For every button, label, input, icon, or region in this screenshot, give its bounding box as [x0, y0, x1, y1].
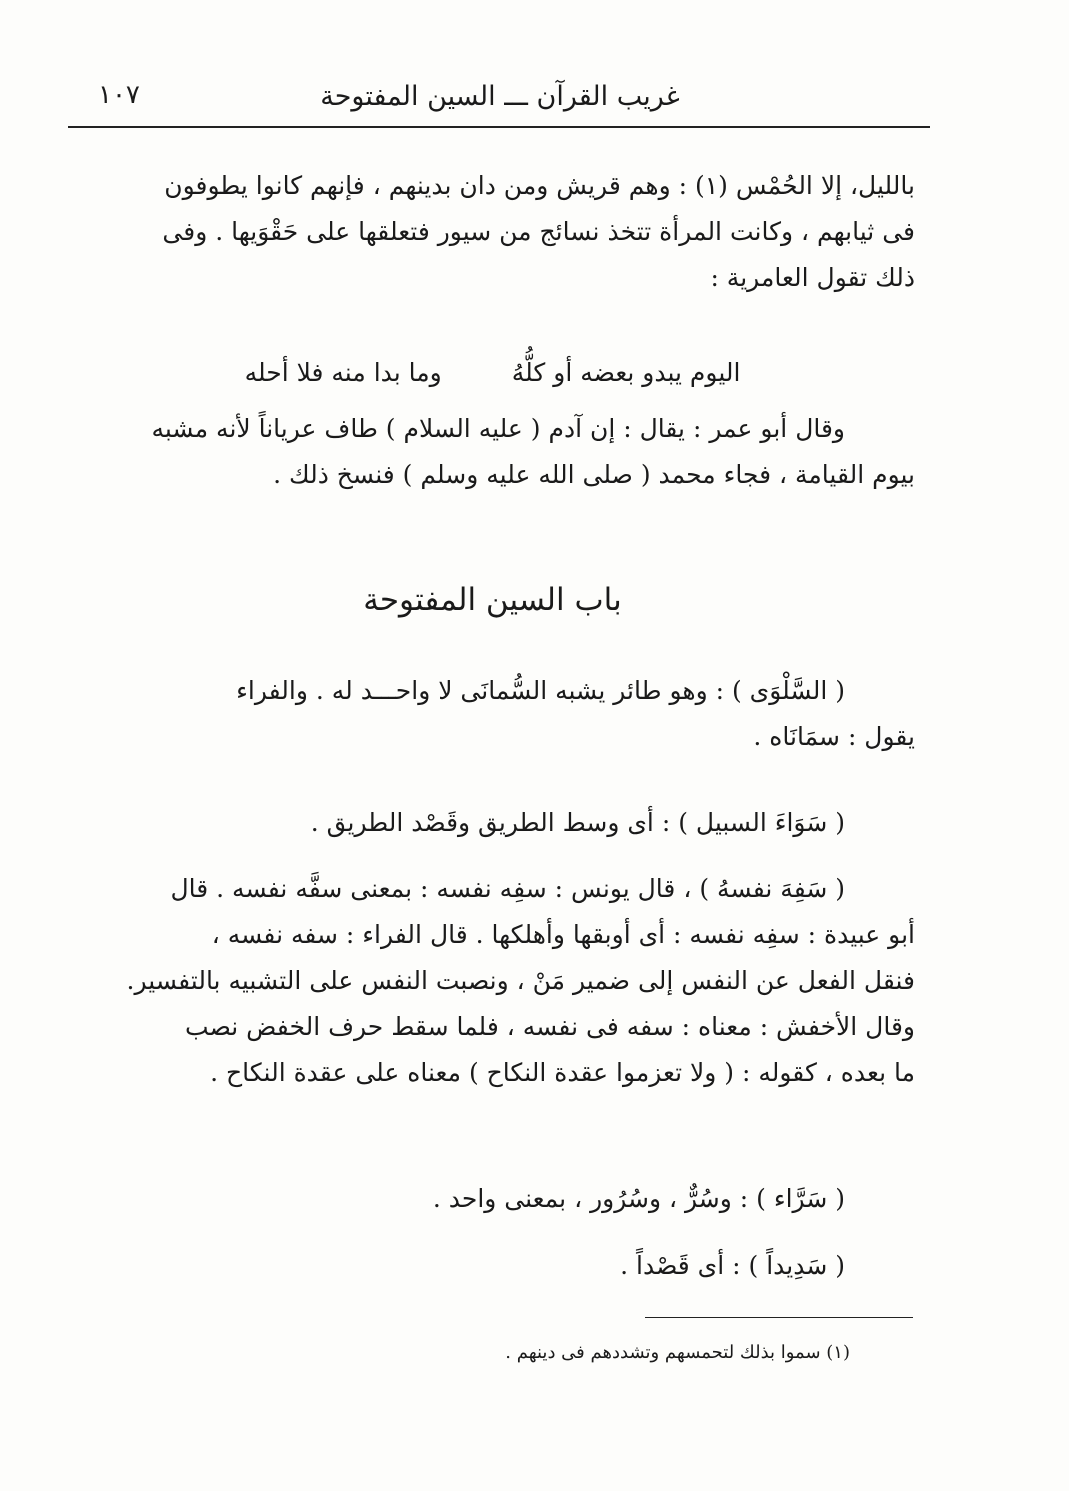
text-line: يقول : سمَانَاه . [753, 722, 915, 751]
text-line: ذلك تقول العامرية : [710, 263, 915, 292]
verse-hemistich-2: وما بدا منه فلا أحله [244, 358, 442, 387]
after-verse-paragraph [70, 406, 915, 498]
text-line: ( سَوَاءَ السبيل ) : أى وسط الطريق وقَصْد الطريق . [310, 808, 845, 837]
text-line: وقال أبو عمر : يقال : إن آدم ( عليه السلام ) طاف عرياناً لأنه مشبه [151, 414, 845, 443]
text-line: بيوم القيامة ، فجاء محمد ( صلى الله عليه وسلم ) فنسخ ذلك . [273, 460, 915, 489]
footnote: (١) سموا بذلك لتحمسهم وتشددهم فى دينهم . [505, 1342, 850, 1363]
text-line: فى ثيابهم ، وكانت المرأة تتخذ نسائج من سيور فتعلقها على حَقْوَيها . وفى [162, 217, 915, 246]
header-rule [68, 126, 930, 128]
entry-safiha [70, 866, 915, 1096]
text-line: ( سَفِهَ نفسهُ ) ، قال يونس : سفِه نفسه : بمعنى سفَّه نفسه . قال [170, 874, 845, 903]
chapter-heading: باب السين المفتوحة [363, 582, 622, 618]
text-line: ( السَّلْوَى ) : وهو طائر يشبه السُّمانَى لا واحـــد له . والفراء [236, 676, 845, 705]
footnote-rule [645, 1317, 913, 1318]
page-header [70, 70, 930, 122]
running-title: غريب القرآن ـــ السين المفتوحة [320, 80, 680, 112]
poetry-verse [70, 350, 915, 396]
text-line: فنقل الفعل عن النفس إلى ضمير مَنْ ، ونصبت النفس على التشبيه بالتفسير. [126, 966, 915, 995]
text-line: ( سَرَّاء ) : وسُرٌّ ، وسُرُور ، بمعنى واحد . [432, 1184, 845, 1213]
text-line: ما بعده ، كقوله : ( ولا تعزموا عقدة النكاح ) معناه على عقدة النكاح . [210, 1058, 915, 1087]
entry-sadida [70, 1243, 915, 1289]
entry-sawa [70, 800, 915, 846]
page-number: ١٠٧ [98, 80, 140, 110]
intro-paragraph [70, 163, 915, 301]
entry-sarra [70, 1176, 915, 1222]
text-line: بالليل، إلا الحُمْس (١) : وهم قريش ومن دان بدينهم ، فإنهم كانوا يطوفون [164, 171, 915, 200]
verse-hemistich-1: اليوم يبدو بعضه أو كلُّهُ [511, 358, 741, 387]
text-line: ( سَدِيداً ) : أى قَصْداً . [620, 1251, 845, 1280]
text-line: أبو عبيدة : سفِه نفسه : أى أوبقها وأهلكها . قال الفراء : سفه نفسه ، [211, 920, 915, 949]
text-line: وقال الأخفش : معناه : سفه فى نفسه ، فلما سقط حرف الخفض نصب [185, 1012, 915, 1041]
entry-salwa [70, 668, 915, 760]
